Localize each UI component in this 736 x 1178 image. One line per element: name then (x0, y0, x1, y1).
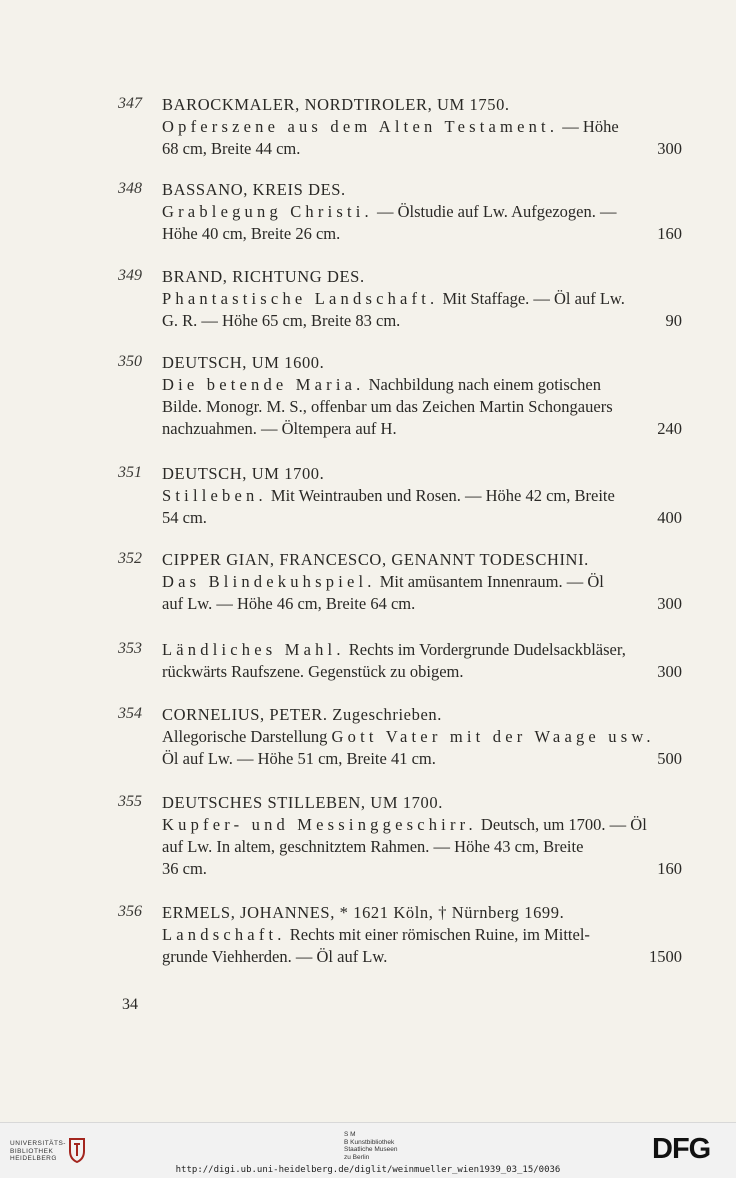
digitization-footer (0, 1122, 736, 1178)
source-url[interactable]: http://digi.ub.uni-heidelberg.de/diglit/weinmueller_wien1939_03_15/0036 (175, 1165, 561, 1175)
artwork-title: Landschaft. (162, 925, 286, 944)
description-text: Mit Staffage. — Öl auf Lw. (438, 289, 625, 308)
artwork-title: Die betende Maria. (162, 375, 365, 394)
artist-heading: BASSANO, KREIS DES. (162, 180, 346, 199)
center-line-3: Staatliche Museen (344, 1146, 398, 1153)
description-line (162, 311, 400, 331)
description-line (162, 139, 300, 159)
lot-number: 350 (118, 353, 142, 370)
description-text: Rechts im Vordergrunde Dudelsackbläser, (344, 640, 626, 659)
description-line (162, 662, 463, 682)
description-line (162, 837, 583, 857)
price: 90 (665, 311, 682, 330)
description-text: Nachbildung nach einem gotischen (364, 375, 601, 394)
artist-heading: CORNELIUS, PETER. Zugeschrieben. (162, 705, 442, 724)
description-line (162, 419, 397, 439)
uni-line-2: BIBLIOTHEK (10, 1147, 54, 1155)
lot-number: 348 (118, 180, 142, 197)
price: 400 (657, 508, 682, 527)
artwork-title: Phantastische Landschaft. (162, 289, 439, 308)
description-text: Öl auf Lw. — Höhe 51 cm, Breite 41 cm. (162, 749, 436, 768)
lot-number: 347 (118, 95, 142, 112)
dfg-logo: DFG (652, 1133, 711, 1165)
description-line (162, 375, 601, 395)
lot-number: 355 (118, 793, 142, 810)
artist-heading: DEUTSCH, UM 1600. (162, 353, 325, 372)
description-line (162, 202, 617, 222)
description-text: rückwärts Raufszene. Gegenstück zu obigem. (162, 662, 464, 681)
price: 1500 (649, 947, 682, 966)
center-line-4: zu Berlin (344, 1153, 370, 1161)
description-line (162, 815, 647, 835)
description-line (162, 640, 626, 660)
page-number: 34 (122, 996, 138, 1013)
lot-number: 356 (118, 903, 142, 920)
description-text: grunde Viehherden. — Öl auf Lw. (162, 947, 388, 966)
description-text: Rechts mit einer römischen Ruine, im Mittel- (285, 925, 590, 944)
price: 300 (657, 594, 682, 613)
artwork-title: Das Blindekuhspiel. (162, 572, 376, 591)
artwork-title: Kupfer- und Messinggeschirr. (162, 815, 477, 834)
artist-heading: CIPPER GIAN, FRANCESCO, GENANNT TODESCHINI. (162, 550, 589, 569)
lot-number: 353 (118, 640, 142, 657)
uni-line-1: UNIVERSITÄTS- (10, 1140, 66, 1147)
university-library-label (10, 1140, 66, 1163)
uni-line-3: HEIDELBERG (10, 1155, 57, 1162)
description-text: G. R. — Höhe 65 cm, Breite 83 cm. (162, 311, 401, 330)
description-line (162, 397, 613, 417)
description-text: — Höhe (558, 117, 619, 136)
description-text: nachzuahmen. — Öltempera auf H. (162, 419, 397, 438)
description-text: Höhe 40 cm, Breite 26 cm. (162, 224, 341, 243)
description-text: — Ölstudie auf Lw. Aufgezogen. — (372, 202, 617, 221)
description-line (162, 572, 604, 592)
lot-number: 352 (118, 550, 142, 567)
description-line (162, 117, 619, 137)
description-line (162, 749, 436, 769)
description-line (162, 224, 340, 244)
artist-heading: DEUTSCH, UM 1700. (162, 464, 325, 483)
lot-number: 354 (118, 705, 142, 722)
center-line-2: B Kunstbibliothek (344, 1138, 395, 1146)
lot-number: 351 (118, 464, 142, 481)
description-text: 68 cm, Breite 44 cm. (162, 139, 301, 158)
description-text: auf Lw. In altem, geschnitztem Rahmen. — Höhe 43 cm, Breite (162, 837, 584, 856)
description-text: Bilde. Monogr. M. S., offenbar um das Zeichen Martin Schongauers (162, 397, 613, 416)
center-line-1: S M (344, 1131, 356, 1138)
price: 300 (657, 139, 682, 158)
artwork-title: Gott Vater mit der Waage usw. (331, 727, 655, 746)
artwork-title: Grablegung Christi. (162, 202, 373, 221)
description-text: 54 cm. (162, 508, 207, 527)
price: 300 (657, 662, 682, 681)
description-text: Deutsch, um 1700. — Öl (476, 815, 647, 834)
description-line (162, 486, 615, 506)
artist-heading: DEUTSCHES STILLEBEN, UM 1700. (162, 793, 443, 812)
university-logo-icon (66, 1137, 88, 1163)
description-line (162, 925, 590, 945)
description-line (162, 727, 655, 747)
price: 240 (657, 419, 682, 438)
description-text: 36 cm. (162, 859, 207, 878)
description-text: auf Lw. — Höhe 46 cm, Breite 64 cm. (162, 594, 416, 613)
lot-number: 349 (118, 267, 142, 284)
price: 160 (657, 224, 682, 243)
artist-heading: BAROCKMALER, NORDTIROLER, UM 1750. (162, 95, 510, 114)
description-line (162, 289, 625, 309)
description-text: Mit amüsantem Innenraum. — Öl (375, 572, 604, 591)
artist-heading: BRAND, RICHTUNG DES. (162, 267, 365, 286)
price: 500 (657, 749, 682, 768)
artwork-title: Opferszene aus dem Alten Testament. (162, 117, 559, 136)
artwork-title: Ländliches Mahl. (162, 640, 345, 659)
price: 160 (657, 859, 682, 878)
description-line (162, 947, 387, 967)
artwork-title: Stilleben. (162, 486, 267, 505)
description-text: Allegorische Darstellung (162, 727, 332, 746)
description-line (162, 508, 207, 528)
artist-heading: ERMELS, JOHANNES, * 1621 Köln, † Nürnberg 1699. (162, 903, 565, 922)
description-text: Mit Weintrauben und Rosen. — Höhe 42 cm, Breite (266, 486, 615, 505)
description-line (162, 594, 415, 614)
kunstbibliothek-label (344, 1131, 397, 1161)
description-line (162, 859, 207, 879)
